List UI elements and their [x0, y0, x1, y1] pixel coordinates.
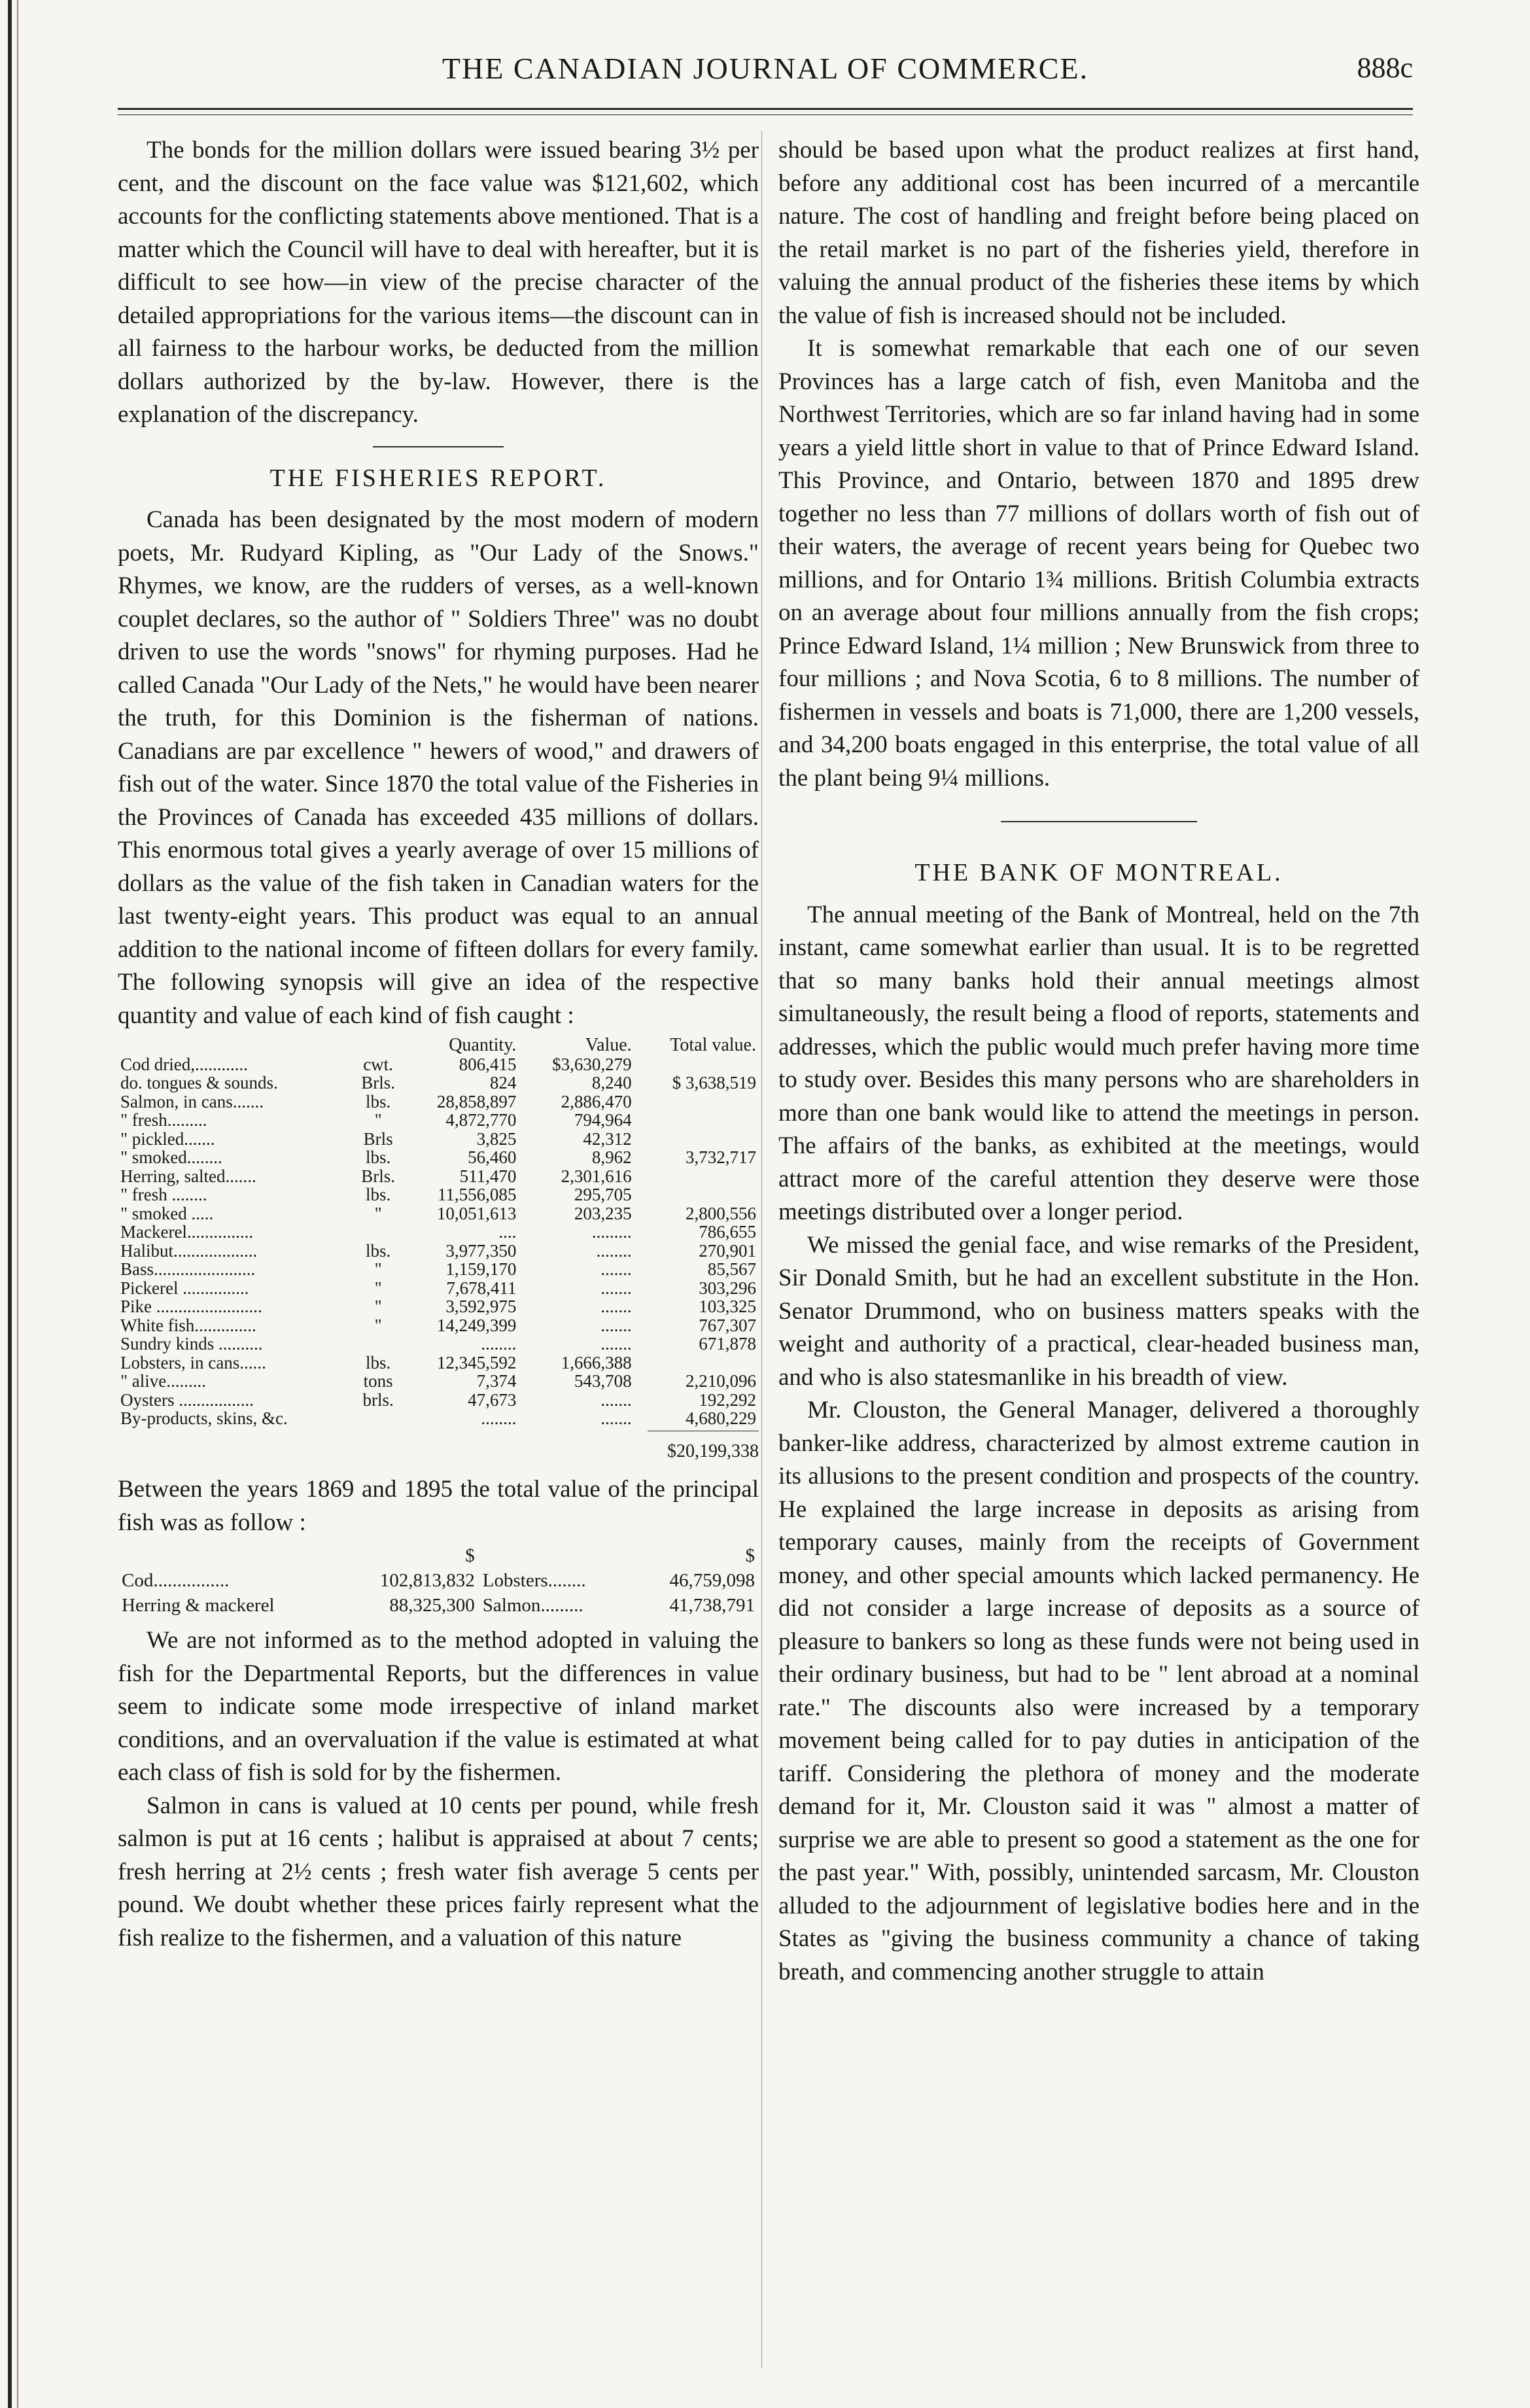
header-rule [118, 108, 1413, 110]
fish-cell-name: By-products, skins, &c. [120, 1408, 288, 1428]
fish-cell-qty: ........ [481, 1334, 517, 1353]
principal-value-b: 46,759,098 [669, 1570, 755, 1591]
fish-cell-value: ....... [600, 1278, 632, 1298]
section-divider [1001, 821, 1197, 822]
table-header-unit [353, 1036, 404, 1055]
fish-cell-name: " fresh ........ [120, 1185, 207, 1204]
fish-cell-name: Mackerel............... [120, 1222, 254, 1242]
fish-cell-total [635, 1092, 759, 1111]
fish-table-row [118, 1148, 759, 1167]
right-column [778, 134, 1419, 1989]
fish-table-row [118, 1204, 759, 1223]
principal-name-b: Salmon......... [482, 1595, 583, 1616]
fish-cell-name: " smoked........ [120, 1147, 222, 1167]
page-number: 888c [1357, 52, 1413, 84]
fish-cell-total [635, 1111, 759, 1130]
principal-value-a: 88,325,300 [389, 1595, 475, 1616]
fish-cell-name: " pickled....... [120, 1128, 215, 1149]
fish-cell-total: 3,732,717 [686, 1147, 756, 1167]
principal-row [118, 1593, 759, 1618]
fish-cell-value: ....... [600, 1297, 632, 1316]
fish-synopsis-table [118, 1036, 759, 1428]
fish-cell-unit: lbs. [365, 1240, 391, 1261]
fish-table-row [118, 1111, 759, 1130]
fish-cell-qty: 7,374 [476, 1371, 517, 1391]
fish-cell-name: Sundry kinds .......... [120, 1334, 263, 1353]
fish-cell-value: ....... [600, 1315, 632, 1335]
fish-cell-qty: 56,460 [468, 1147, 517, 1167]
fish-cell-name: Salmon, in cans....... [120, 1091, 264, 1111]
table-header-row [118, 1036, 759, 1055]
principal-value-a: 102,813,832 [379, 1570, 475, 1591]
fish-table-row [118, 1167, 759, 1186]
fish-cell-unit: brls. [362, 1389, 394, 1410]
fish-cell-qty: 4,872,770 [445, 1110, 517, 1130]
fish-cell-value: 1,666,388 [561, 1352, 632, 1372]
fish-cell-qty: 824 [489, 1073, 517, 1092]
fish-cell-value: 2,301,616 [561, 1166, 632, 1186]
fish-table-row [118, 1130, 759, 1149]
salmon-prices-paragraph: Salmon in cans is valued at 10 cents per pound, while fresh salmon is put at 16 cents ; halibut is appraised at about 7 cents; fresh herring at 2½ cents ; fresh water fish average 5 cents per pound. We doubt whether these prices fairly represent what the fish realize to the fishermen, and a valuation of this nature [118, 1792, 759, 1951]
fish-cell-unit: " [374, 1278, 382, 1298]
fish-cell-value: ....... [600, 1334, 632, 1353]
harbour-bonds-paragraph: The bonds for the million dollars were issued bearing 3½ per cent, and the discount on the face value was $121,602, which accounts for the conflicting statements above mentioned. That is a matter which the Council will have to deal with hereafter, but it is difficult to see how—in view of the precise character of the detailed appropriations for the various items—the discount can in all fairness to the harbour works, be deducted from the million dollars authorized by the by-law. However, there is the explanation of the discrepancy. [118, 137, 759, 428]
currency-symbol-b: $ [745, 1545, 755, 1566]
page-spine-shadow [17, 0, 18, 2408]
fish-cell-value: 2,886,470 [561, 1091, 632, 1111]
page-spine-edge [8, 0, 12, 2408]
fish-cell-qty: 14,249,399 [436, 1315, 517, 1335]
fish-cell-value: $3,630,279 [552, 1054, 632, 1074]
fish-cell-unit: lbs. [365, 1352, 391, 1372]
table-header-quantity: Quantity. [449, 1035, 517, 1055]
fish-table-row [118, 1055, 759, 1074]
fish-cell-total [635, 1353, 759, 1372]
page-header [118, 51, 1413, 103]
fish-cell-unit: Brls [363, 1128, 393, 1149]
bank-manager-paragraph: Mr. Clouston, the General Manager, delivered a thoroughly banker-like address, characterized by almost extreme caution in its allusions to the present condition and prospects of the country. He explained the large increase in deposits as arising from temporary causes, mainly from the receipts of Government money, and other special amounts which lacked permanency. He did not consider a large increase of deposits as a source of pleasure to bankers so long as these funds were not being used in their ordinary business, but had to be " lent abroad at a nominal rate." The discounts also were increased by a temporary movement being called for to pay duties in anticipation of the tariff. Considering the plethora of money and the moderate demand for it, Mr. Clouston said it was " almost a matter of surprise we are able to present so good a statement as the one for the past year." With, possibly, unintended sarcasm, Mr. Clouston alluded to the adjournment of legislative bodies here and in the States as "giving the business community a chance of taking breath, and commencing another struggle to attain [778, 1397, 1419, 1985]
principal-name-a: Herring & mackerel [122, 1595, 275, 1616]
fish-cell-qty: 7,678,411 [446, 1278, 517, 1298]
principal-currency-row [118, 1543, 759, 1568]
fish-cell-unit [353, 1223, 404, 1242]
fish-cell-name: " alive......... [120, 1371, 206, 1391]
fish-cell-qty: 3,977,350 [445, 1240, 517, 1261]
fish-cell-unit [353, 1409, 404, 1428]
fish-cell-total: 303,296 [699, 1278, 756, 1298]
table-header-kind [118, 1036, 353, 1055]
fish-cell-name: " fresh......... [120, 1110, 207, 1130]
fish-cell-name: Bass....................... [120, 1259, 256, 1279]
fish-cell-total [635, 1167, 759, 1186]
principal-name-b: Lobsters........ [482, 1570, 586, 1591]
left-column [118, 134, 759, 1955]
fish-table-row [118, 1260, 759, 1279]
principal-name-a: Cod................ [122, 1570, 230, 1591]
fish-cell-value: 8,240 [591, 1073, 632, 1092]
fish-cell-value: ....... [600, 1408, 632, 1428]
fish-cell-name: White fish.............. [120, 1315, 256, 1335]
table-header-value: Value. [585, 1035, 632, 1055]
fish-table-row [118, 1316, 759, 1335]
column-divider [761, 131, 762, 2368]
fisheries-paragraph: Canada has been designated by the most modern of modern poets, Mr. Rudyard Kipling, as "Our Lady of the Snows." Rhymes, we know, are the rudders of verses, as a well-known couplet declares, so the author of " Soldiers Three" was no doubt driven to use the words "snows" for rhyming purposes. Had he called Canada "Our Lady of the Nets," he would have been nearer the truth, for this Dominion is the fisherman of nations. Canadians are par excellence " hewers of wood," and drawers of fish out of the water. Since 1870 the total value of the Fisheries in the Provinces of Canada has exceeded 435 millions of dollars. This enormous total gives a yearly average of over 15 millions of dollars as the value of the fish taken in Canadian waters for the last twenty-eight years. This product was equal to an annual addition to the national income of fifteen dollars for every family. The following synopsis will give an idea of the respective quantity and value of each kind of fish caught : [118, 506, 759, 1029]
bank-president-paragraph: We missed the genial face, and wise remarks of the President, Sir Donald Smith, but he had an excellent substitute in the Hon. Senator Drummond, who on business matters speaks with the weight and authority of a practical, clear-headed business man, and who is also statesmanlike in his breadth of view. [778, 1231, 1419, 1391]
fish-cell-name: Oysters ................. [120, 1389, 254, 1410]
fish-cell-qty: 12,345,592 [436, 1352, 517, 1372]
fish-cell-name: Pike ........................ [120, 1297, 262, 1316]
fisheries-report-heading: THE FISHERIES REPORT. [269, 464, 607, 492]
fish-cell-value: ....... [600, 1389, 632, 1410]
fish-cell-qty: 28,858,897 [436, 1091, 517, 1111]
fish-cell-unit: cwt. [363, 1054, 393, 1074]
fish-cell-name: Halibut................... [120, 1240, 258, 1261]
fish-cell-total [635, 1185, 759, 1204]
fish-cell-total: 192,292 [699, 1389, 756, 1410]
valuation-method-paragraph: We are not informed as to the method adopted in valuing the fish for the Departmental Reports, but the differences in value seem to indicate some mode irrespective of inland market conditions, and an overvaluation if the value is estimated at what each class of fish is sold for by the fishermen. [118, 1627, 759, 1786]
fish-table-row [118, 1242, 759, 1261]
fish-table-row [118, 1353, 759, 1372]
fish-cell-total [635, 1130, 759, 1149]
fish-cell-unit: " [374, 1315, 382, 1335]
fish-table-row [118, 1372, 759, 1391]
fish-cell-value: ....... [600, 1259, 632, 1279]
fish-cell-unit: " [374, 1259, 382, 1279]
fish-cell-name: Herring, salted....... [120, 1166, 256, 1186]
fish-table-body [118, 1055, 759, 1428]
fish-cell-value: 203,235 [574, 1203, 632, 1223]
fish-cell-total: 767,307 [699, 1315, 756, 1335]
section-divider [373, 446, 504, 447]
fish-table-row [118, 1185, 759, 1204]
fish-cell-total: 786,655 [699, 1222, 756, 1242]
fish-cell-qty: 511,470 [459, 1166, 517, 1186]
fish-cell-qty: 3,592,975 [445, 1297, 517, 1316]
journal-title: THE CANADIAN JOURNAL OF COMMERCE. [442, 52, 1089, 85]
fish-cell-qty: 11,556,085 [437, 1185, 517, 1204]
fish-cell-unit: " [374, 1297, 382, 1316]
fish-cell-unit: tons [363, 1371, 393, 1391]
header-rule-thin [118, 114, 1413, 115]
between-years-text: Between the years 1869 and 1895 the total value of the principal fish was as follow : [118, 1476, 759, 1536]
fish-cell-unit: lbs. [365, 1091, 391, 1111]
fish-cell-name: do. tongues & sounds. [120, 1073, 278, 1092]
fish-cell-total [635, 1055, 759, 1074]
fish-cell-total: 85,567 [707, 1259, 756, 1279]
continuation-paragraph: should be based upon what the product realizes at first hand, before any additional cost has been incurred of a mercantile nature. The cost of handling and freight before being placed on the retail market is no part of the fisheries yield, therefore in valuing the annual product of the fisheries these items by which the value of fish is increased should not be included. [778, 137, 1419, 329]
fish-cell-unit: " [374, 1203, 382, 1223]
fish-table-row [118, 1297, 759, 1316]
fish-cell-unit: Brls. [361, 1166, 395, 1186]
fish-table-row [118, 1073, 759, 1092]
fish-cell-qty: .... [498, 1222, 517, 1242]
fish-table-row [118, 1409, 759, 1428]
fish-cell-qty: 10,051,613 [436, 1203, 517, 1223]
fish-cell-total: 103,325 [699, 1297, 756, 1316]
fish-cell-unit: " [374, 1110, 382, 1130]
fish-cell-unit [353, 1335, 404, 1353]
fish-cell-total: 270,901 [699, 1240, 756, 1261]
bank-of-montreal-heading: THE BANK OF MONTREAL. [914, 859, 1283, 886]
fish-cell-value: 794,964 [574, 1110, 632, 1130]
fish-cell-name: Cod dried,............ [120, 1054, 248, 1074]
bank-annual-meeting-paragraph: The annual meeting of the Bank of Montreal, held on the 7th instant, came somewhat earlier than usual. It is to be regretted that so many banks hold their annual meetings almost simultaneously, the result being a flood of reports, statements and addresses, which the public would much prefer having more time to study over. Besides this many persons who are shareholders in more than one bank would like to attend the meetings in person. The affairs of the banks, as exhibited at the meetings, would attract more of the careful attention they deserve were those meetings distributed over a longer period. [778, 901, 1419, 1225]
principal-row [118, 1568, 759, 1593]
table-header-total: Total value. [670, 1035, 756, 1055]
fish-cell-value: 295,705 [574, 1185, 632, 1204]
fish-cell-qty: ........ [481, 1408, 517, 1428]
fish-cell-qty: 3,825 [476, 1128, 517, 1149]
fish-cell-value: ......... [591, 1222, 632, 1242]
currency-symbol-a: $ [465, 1545, 475, 1566]
fish-cell-name: Lobsters, in cans...... [120, 1352, 266, 1372]
fish-cell-value: 42,312 [583, 1128, 632, 1149]
fish-cell-qty: 47,673 [468, 1389, 517, 1410]
provinces-paragraph: It is somewhat remarkable that each one of our seven Provinces has a large catch of fish, even Manitoba and the Northwest Territories, which are so far inland having had in some years a yield little short in value to that of Prince Edward Island. This Province, and Ontario, between 1870 and 1895 drew together no less than 77 millions of dollars worth of fish out of their waters, the average of recent years being for Quebec two millions, and for Ontario 1¾ millions. British Columbia extracts on an average about four millions annually from the fish crops; Prince Edward Island, 1¼ million ; New Brunswick from three to four millions ; and Nova Scotia, 6 to 8 millions. The number of fishermen in vessels and boats is 71,000, there are 1,200 vessels, and 34,200 boats engaged in this enterprise, the total value of all the plant being 9¼ millions. [778, 335, 1419, 792]
fish-cell-value: 8,962 [591, 1147, 632, 1167]
principal-value-b: 41,738,791 [669, 1595, 755, 1616]
fish-cell-name: Pickerel ............... [120, 1278, 249, 1298]
grand-total: $20,199,338 [648, 1431, 759, 1469]
fish-cell-total: 671,878 [699, 1334, 756, 1353]
fish-table-row [118, 1335, 759, 1353]
fish-cell-unit: Brls. [361, 1073, 395, 1092]
fish-table-row [118, 1092, 759, 1111]
fish-cell-total: $ 3,638,519 [672, 1073, 756, 1092]
principal-fish-table [118, 1543, 759, 1618]
fish-cell-unit: lbs. [365, 1147, 391, 1167]
fish-cell-qty: 806,415 [459, 1054, 517, 1074]
fish-cell-total: 2,800,556 [686, 1203, 756, 1223]
fish-cell-qty: 1,159,170 [445, 1259, 517, 1279]
fish-table-row [118, 1223, 759, 1242]
fish-cell-total: 4,680,229 [686, 1408, 756, 1428]
fish-cell-total: 2,210,096 [686, 1371, 756, 1391]
fish-cell-name: " smoked ..... [120, 1203, 214, 1223]
fish-table-row [118, 1391, 759, 1410]
fish-table-row [118, 1279, 759, 1298]
fish-cell-unit: lbs. [365, 1185, 391, 1204]
fish-cell-value: ........ [596, 1240, 632, 1261]
fish-cell-value: 543,708 [574, 1371, 632, 1391]
